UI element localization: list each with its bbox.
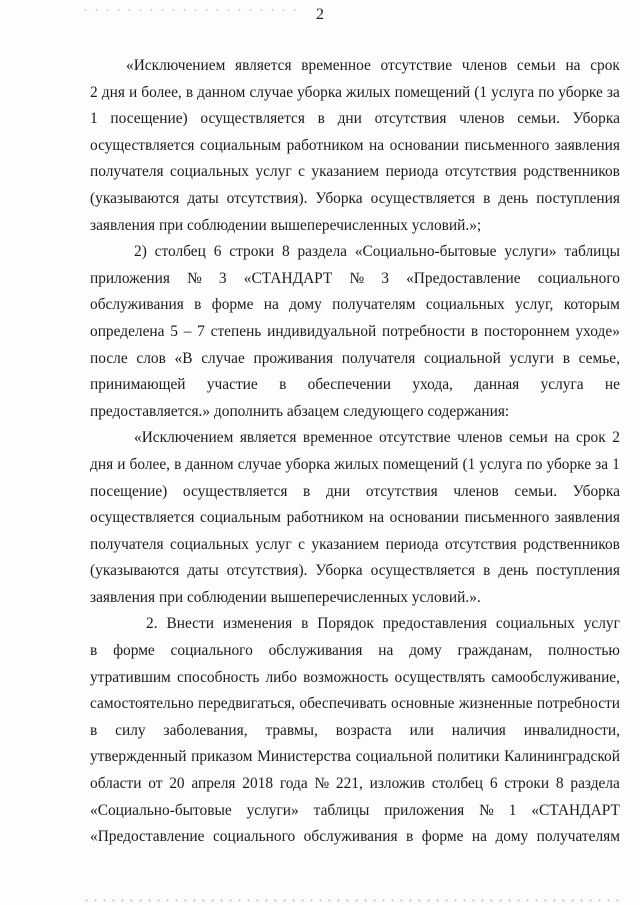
text-line: осуществляется социальным работником на основании письменного заявления — [90, 136, 620, 154]
text-line: «Социально-бытовые услуги» таблицы приложения № 1 «СТАНДАРТ — [90, 801, 620, 819]
text-line: утратившим способность либо возможность осуществлять самообслуживание, — [90, 668, 620, 686]
text-line: 2. Внести изменения в Порядок предоставления социальных услуг — [146, 615, 620, 633]
paragraph — [90, 425, 620, 611]
document-body — [90, 53, 620, 851]
text-line: определена 5 – 7 степень индивидуальной потребности в постороннем уходе» — [90, 322, 620, 340]
text-line: (указываются даты отсутствия). Уборка осуществляется в день поступления — [90, 562, 620, 580]
text-line: 2 дня и более, в данном случае уборка жилых помещений (1 услуга по уборке за — [90, 83, 620, 101]
text-line: осуществляется социальным работником на основании письменного заявления — [90, 509, 620, 527]
text-line: «Предоставление социального обслуживания в форме на дому получателям — [90, 828, 620, 846]
paragraph — [90, 611, 620, 850]
text-line: получателя социальных услуг с указанием периода отсутствия родственников — [90, 535, 620, 553]
text-line: самостоятельно передвигаться, обеспечивать основные жизненные потребности — [90, 695, 620, 713]
text-line: предоставляется.» дополнить абзацем следующего содержания: — [90, 402, 510, 420]
text-line: после слов «В случае проживания получателя социальной услуги в семье, — [90, 349, 620, 367]
text-line: заявления при соблюдении вышеперечисленных условий.»; — [90, 216, 482, 234]
text-line: дня и более, в данном случае уборка жилых помещений (1 услуга по уборке за 1 — [90, 455, 620, 473]
text-line: приложения № 3 «СТАНДАРТ № 3 «Предоставление социального — [90, 269, 620, 287]
text-line: «Исключением является временное отсутствие членов семьи на срок — [126, 57, 620, 74]
text-line: (указываются даты отсутствия). Уборка осуществляется в день поступления — [90, 189, 620, 207]
scan-artifact-bottom — [82, 898, 622, 903]
text-line: 2) столбец 6 строки 8 раздела «Социально-бытовые услуги» таблицы — [134, 243, 620, 261]
page-number: 2 — [316, 6, 324, 23]
text-line: «Исключением является временное отсутствие членов семьи на срок 2 — [134, 429, 620, 447]
text-line: обслуживания в форме на дому получателям социальных услуг, которым — [90, 296, 620, 314]
text-line: заявления при соблюдении вышеперечисленных условий.». — [90, 588, 481, 606]
text-line: утвержденный приказом Министерства социальной политики Калининградской — [90, 748, 620, 766]
paragraph — [90, 239, 620, 425]
text-line: области от 20 апреля 2018 года № 221, изложив столбец 6 строки 8 раздела — [90, 775, 620, 793]
paragraph — [90, 53, 620, 239]
text-line: в силу заболевания, травмы, возраста или наличия инвалидности, — [90, 721, 620, 739]
text-line: принимающей участие в обеспечении ухода, данная услуга не — [90, 376, 620, 394]
text-line: посещение) осуществляется в дни отсутствия членов семьи. Уборка — [90, 482, 620, 500]
text-line: 1 посещение) осуществляется в дни отсутствия членов семьи. Уборка — [90, 110, 620, 128]
text-line: получателя социальных услуг с указанием периода отсутствия родственников — [90, 163, 620, 181]
text-line: в форме социального обслуживания на дому гражданам, полностью — [90, 642, 620, 660]
